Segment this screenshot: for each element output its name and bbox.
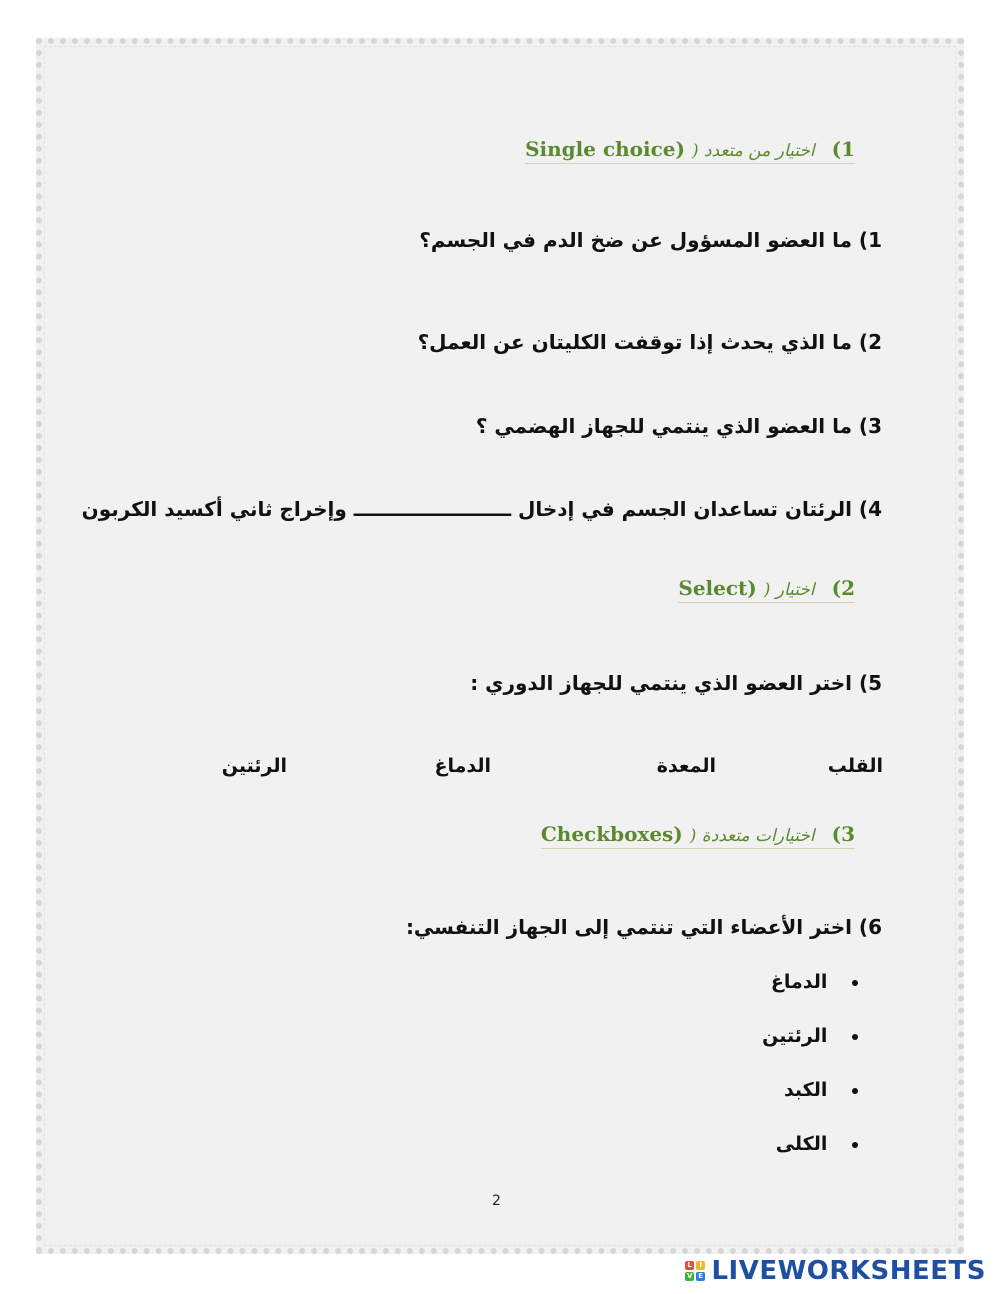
select-option-4[interactable]: الرئتين — [221, 755, 287, 777]
checkbox-option[interactable] — [762, 1073, 858, 1127]
section-arabic-label: اختيار ( — [763, 580, 815, 600]
section-english-label: Checkboxes) — [540, 822, 683, 846]
select-option-2[interactable]: المعدة — [656, 755, 716, 777]
checkbox-option-label: الرئتين — [762, 1025, 828, 1047]
bullet-icon — [852, 1034, 858, 1040]
section-english-label: Single choice) — [525, 137, 685, 161]
section-title-checkboxes — [541, 822, 855, 849]
logo-tile: V — [686, 1272, 693, 1280]
question-4: 4) الرئتان تساعدان الجسم في إدخال ـــــــــــــــــــــــ وإخراج ثاني أكسيد الكربون — [81, 497, 882, 521]
checkbox-option[interactable] — [762, 965, 858, 1019]
question-2: 2) ما الذي يحدث إذا توقفت الكليتان عن العمل؟ — [417, 330, 882, 354]
question-5: 5) اختر العضو الذي ينتمي للجهاز الدوري : — [470, 671, 882, 695]
section-title-single-choice — [525, 137, 855, 164]
section-title-select — [678, 576, 855, 603]
bullet-icon — [852, 1142, 858, 1148]
checkbox-option[interactable] — [762, 1127, 858, 1181]
bullet-icon — [852, 980, 858, 986]
page-number: 2 — [492, 1193, 501, 1209]
question-6: 6) اختر الأعضاء التي تنتمي إلى الجهاز التنفسي: — [405, 915, 882, 939]
section-arabic-label: اختيارات متعددة ( — [689, 826, 815, 846]
checkbox-options-list — [762, 965, 858, 1181]
section-arabic-label: اختيار من متعدد ( — [691, 141, 815, 161]
liveworksheets-logo-icon — [685, 1261, 705, 1281]
bullet-icon — [852, 1088, 858, 1094]
question-3: 3) ما العضو الذي ينتمي للجهاز الهضمي ؟ — [475, 414, 882, 438]
section-number: 3) — [831, 822, 855, 846]
section-number: 1) — [831, 137, 855, 161]
checkbox-option-label: الكبد — [783, 1079, 828, 1101]
checkbox-option-label: الكلى — [775, 1133, 828, 1155]
section-english-label: Select) — [678, 576, 757, 600]
logo-tile: E — [698, 1272, 704, 1280]
section-number: 2) — [831, 576, 855, 600]
checkbox-option-label: الدماغ — [770, 971, 828, 993]
checkbox-option[interactable] — [762, 1019, 858, 1073]
select-option-3[interactable]: الدماغ — [434, 755, 491, 777]
brand-name: LIVEWORKSHEETS — [711, 1256, 986, 1286]
question-1: 1) ما العضو المسؤول عن ضخ الدم في الجسم؟ — [419, 228, 882, 252]
select-option-1[interactable]: القلب — [827, 755, 883, 777]
liveworksheets-brand[interactable] — [685, 1256, 986, 1286]
logo-tile: L — [685, 1261, 694, 1270]
logo-tile: I — [696, 1261, 705, 1270]
